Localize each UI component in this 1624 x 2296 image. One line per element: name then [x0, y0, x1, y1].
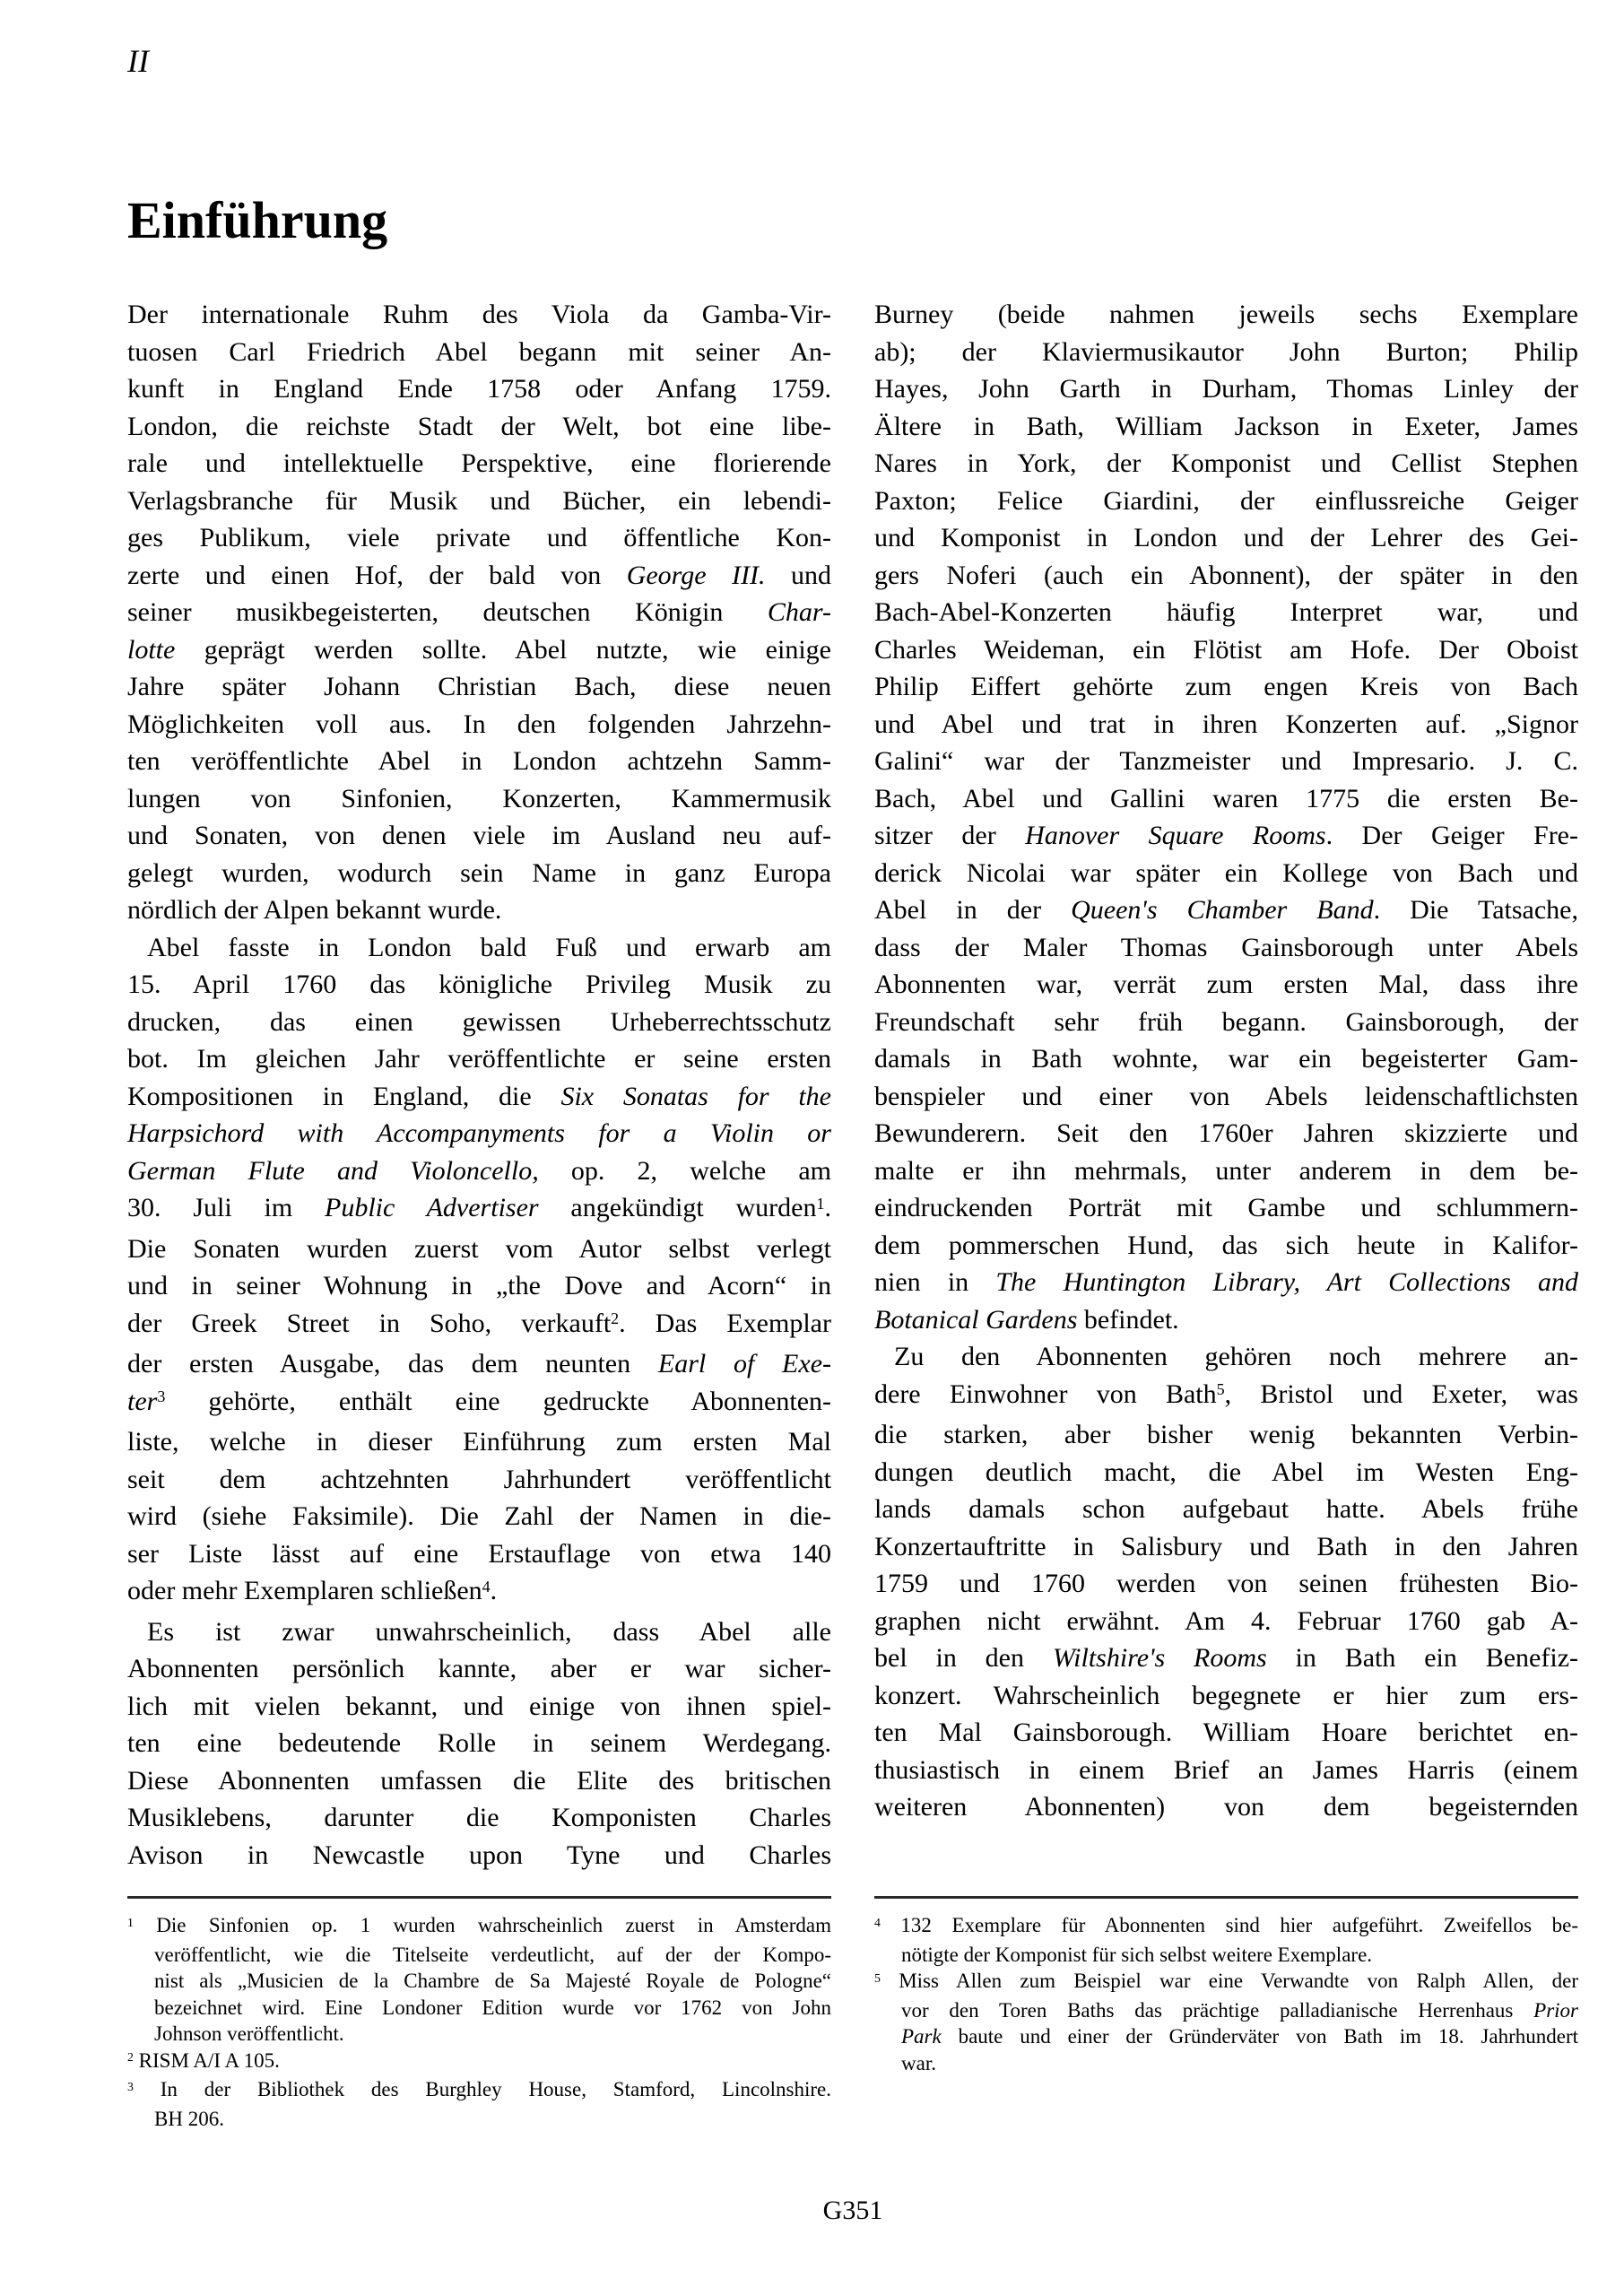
footnote-line — [874, 1942, 1578, 1969]
text-segment: malte er ihn mehrmals, unter anderem in dem be- — [874, 1155, 1578, 1186]
text-segment: eindruckenden Porträt mit Gambe und schlummern- — [874, 1193, 1578, 1222]
text-line — [127, 445, 831, 483]
text-line — [874, 1603, 1578, 1640]
text-line — [127, 743, 831, 780]
text-segment: gelegt wurden, wodurch sein Name in ganz Europa — [127, 857, 831, 888]
text-line — [874, 1004, 1578, 1041]
text-segment: Abonnenten war, verrät zum ersten Mal, dass ihre — [874, 970, 1578, 999]
text-line — [874, 1788, 1578, 1826]
text-segment: dungen deutlich macht, die Abel im Westen Eng- — [874, 1457, 1578, 1487]
text-line — [874, 891, 1578, 929]
text-line — [874, 1189, 1578, 1227]
footnote-line — [127, 1912, 831, 1942]
text-segment: Verlagsbranche für Musik und Bücher, ein lebendi- — [127, 485, 831, 516]
paragraph — [874, 1338, 1578, 1826]
text-segment: ten veröffentlichte Abel in London achtzehn Samm- — [127, 746, 831, 776]
text-segment: . Der Geiger Fre- — [1325, 821, 1578, 850]
text-segment: dem pommerschen Hund, das sich heute in Kalifor- — [874, 1230, 1578, 1260]
text-segment: benspieler und einer von Abels leidenschaftlichsten — [874, 1081, 1578, 1111]
text-segment: oder mehr Exemplaren schließen — [127, 1576, 482, 1605]
text-line — [127, 966, 831, 1004]
text-line — [127, 1837, 831, 1874]
text-line — [127, 668, 831, 706]
text-segment: angekündigt wurden — [538, 1193, 817, 1222]
text-segment: Es ist zwar unwahrscheinlich, dass Abel alle — [147, 1616, 831, 1647]
text-segment: Wiltshire's Rooms — [1052, 1643, 1267, 1673]
text-line — [127, 1572, 831, 1613]
text-segment: kunft in England Ende 1758 oder Anfang 1759. — [127, 374, 831, 404]
text-line — [127, 780, 831, 818]
text-segment: weiteren Abonnenten) von dem begeisternden — [874, 1792, 1578, 1822]
text-segment: . Die Tatsache, — [1373, 895, 1578, 925]
footnote-line — [127, 1968, 831, 1995]
footnote-line — [874, 1912, 1578, 1942]
text-segment: Jahre später Johann Christian Bach, diese neuen — [127, 672, 831, 701]
two-column-text — [127, 296, 1578, 2154]
text-segment: Burney (beide nahmen jeweils sechs Exemplare — [874, 300, 1578, 329]
text-line — [874, 1338, 1578, 1376]
text-segment: Möglichkeiten voll aus. In den folgenden Jahrzehn- — [127, 709, 831, 739]
text-line — [127, 1762, 831, 1800]
text-segment: ges Publikum, viele private und öffentliche Kon- — [127, 523, 831, 552]
text-segment: Diese Abonnenten umfassen die Elite des britischen — [127, 1765, 831, 1796]
text-segment: baute und einer der Gründerväter von Bath im 18. Jahrhundert — [941, 2025, 1578, 2048]
paragraph — [874, 296, 1578, 1338]
text-segment: geprägt werden sollte. Abel nutzte, wie einige — [175, 634, 831, 665]
text-line — [874, 855, 1578, 892]
footnote-reference: 2 — [127, 2050, 134, 2065]
text-segment: veröffentlicht, wie die Titelseite verdeutlicht, auf der der Kompo- — [154, 1943, 831, 1966]
text-segment: und Abel und trat in ihren Konzerten auf. „Signor — [874, 709, 1578, 739]
text-line — [127, 1423, 831, 1461]
footnote — [127, 1912, 831, 2048]
text-line — [874, 445, 1578, 483]
text-line — [874, 483, 1578, 520]
text-line — [874, 594, 1578, 631]
text-segment: Bach-Abel-Konzerten häufig Interpret war, und — [874, 597, 1578, 627]
text-segment: . — [490, 1576, 498, 1605]
text-line — [874, 1416, 1578, 1454]
footnote-line — [874, 1997, 1578, 2024]
footnote-line — [874, 1968, 1578, 1997]
text-line — [127, 1004, 831, 1041]
text-segment: Freundschaft sehr früh begann. Gainsborough, der — [874, 1006, 1578, 1037]
text-segment: damals in Bath wohnte, war ein begeisterter Gam- — [874, 1044, 1578, 1074]
text-segment: Miss Allen zum Beispiel war eine Verwandte von Ralph Allen, der — [880, 1970, 1578, 1992]
footnote-line — [127, 2021, 831, 2048]
footnote-line — [874, 2023, 1578, 2050]
text-segment: The Huntington Library, Art Collections and — [995, 1267, 1578, 1297]
text-segment: Musiklebens, darunter die Komponisten Charles — [127, 1803, 831, 1832]
text-line — [127, 557, 831, 595]
text-segment: Public Advertiser — [325, 1193, 539, 1222]
text-segment: der ersten Ausgabe, das dem neunten — [127, 1349, 658, 1378]
text-line — [127, 1461, 831, 1499]
text-line — [874, 334, 1578, 371]
text-line — [127, 1650, 831, 1688]
text-segment: und Sonaten, von denen viele im Ausland neu auf- — [127, 821, 831, 850]
text-segment: dass der Maler Thomas Gainsborough unter Abels — [874, 932, 1578, 962]
text-segment: bezeichnet wird. Eine Londoner Edition wurde vor 1762 von John — [154, 1996, 831, 2019]
text-line — [874, 1227, 1578, 1265]
text-segment: sitzer der — [874, 821, 1026, 850]
text-line — [127, 1231, 831, 1268]
footnote-reference: 1 — [816, 1194, 825, 1213]
text-line — [127, 519, 831, 557]
text-line — [874, 817, 1578, 855]
text-line — [874, 1491, 1578, 1528]
text-line — [127, 706, 831, 744]
text-segment: ten eine bedeutende Rolle in seinem Werdegang. — [127, 1728, 831, 1758]
text-segment: 132 Exemplare für Abonnenten sind hier aufgeführt. Zweifellos be- — [880, 1914, 1578, 1936]
text-segment: RISM A/I A 105. — [133, 2048, 280, 2072]
right-column-body — [874, 296, 1578, 1826]
text-segment: Hayes, John Garth in Durham, Thomas Linley der — [874, 374, 1578, 404]
text-segment: London, die reichste Stadt der Welt, bot eine libe- — [127, 411, 831, 441]
text-line — [127, 1115, 831, 1152]
text-line — [874, 1152, 1578, 1190]
text-segment: lands damals schon aufgebaut hatte. Abels frühe — [874, 1494, 1578, 1524]
text-segment: German Flute and Violoncello, — [127, 1155, 539, 1186]
text-line — [874, 706, 1578, 744]
text-segment: lotte — [127, 634, 176, 665]
text-line — [874, 631, 1578, 669]
paragraph — [127, 1613, 831, 1874]
text-segment: rale und intellektuelle Perspektive, eine florierende — [127, 448, 831, 478]
text-line — [127, 483, 831, 520]
text-line — [127, 408, 831, 446]
page-number-top: II — [127, 43, 149, 79]
text-segment: Char- — [767, 597, 831, 627]
text-line — [874, 1714, 1578, 1752]
text-segment: Abonnenten persönlich kannte, aber er war sicher- — [127, 1654, 831, 1683]
text-segment: gers Noferi (auch ein Abonnent), der später in den — [874, 560, 1578, 590]
footnote — [127, 2048, 831, 2077]
footnote-line — [127, 2106, 831, 2133]
text-line — [874, 743, 1578, 780]
text-line — [127, 855, 831, 892]
text-segment: op. 2, welche am — [538, 1155, 831, 1186]
text-line — [874, 1115, 1578, 1152]
text-segment: Paxton; Felice Giardini, der einflussreiche Geiger — [874, 485, 1578, 516]
text-line — [127, 1725, 831, 1762]
footnote-reference: 5 — [874, 1970, 881, 1985]
text-segment: lich mit vielen bekannt, und einige von ihnen spiel- — [127, 1691, 831, 1721]
text-segment: Six Sonatas for the — [560, 1081, 831, 1111]
text-segment: nist als „Musicien de la Chambre de Sa Majesté Royale de Pologne“ — [154, 1970, 831, 1992]
text-segment: In der Bibliothek des Burghley House, Stamford, Lincolnshire. — [133, 2078, 831, 2100]
text-segment: 30. Juli im — [127, 1193, 325, 1222]
text-segment: Galini“ war der Tanzmeister und Impresario. J. C. — [874, 746, 1578, 776]
text-segment: vor den Toren Baths das prächtige palladianische Herrenhaus — [901, 1998, 1534, 2022]
footnote — [874, 1968, 1578, 2076]
text-line — [874, 668, 1578, 706]
text-segment: Die Sinfonien op. 1 wurden wahrscheinlich zuerst in Amsterdam — [133, 1914, 831, 1936]
text-line — [874, 1078, 1578, 1116]
text-segment: Park — [901, 2025, 942, 2048]
page-title: Einführung — [127, 191, 388, 249]
text-line — [874, 1454, 1578, 1492]
footnote-line — [874, 2050, 1578, 2077]
text-line — [874, 519, 1578, 557]
text-segment: 15. April 1760 das königliche Privileg Musik zu — [127, 970, 831, 999]
text-segment: bot. Im gleichen Jahr veröffentlichte er seine ersten — [127, 1044, 831, 1074]
text-segment: nien in — [874, 1267, 996, 1297]
text-segment: Die Sonaten wurden zuerst vom Autor selbst verlegt — [127, 1233, 831, 1264]
text-segment: nördlich der Alpen bekannt wurde. — [127, 895, 502, 925]
text-line — [874, 1565, 1578, 1603]
text-segment: Konzertauftritte in Salisbury und Bath in den Jahren — [874, 1531, 1578, 1561]
text-segment: dere Einwohner von Bath — [874, 1378, 1217, 1409]
text-line — [874, 780, 1578, 818]
text-line — [127, 1535, 831, 1573]
text-line — [874, 1752, 1578, 1789]
footnote-line — [127, 1995, 831, 2022]
text-line — [127, 1383, 831, 1424]
footnote-reference: 4 — [874, 1915, 881, 1929]
text-segment: konzert. Wahrscheinlich begegnete er hier zum ers- — [874, 1680, 1578, 1710]
footnote — [127, 2076, 831, 2132]
text-segment: und — [765, 560, 831, 590]
text-line — [127, 631, 831, 669]
text-line — [127, 1078, 831, 1116]
footnote-reference: 5 — [1216, 1380, 1225, 1399]
text-line — [127, 594, 831, 631]
text-line — [874, 1301, 1578, 1339]
text-segment: Kompositionen in England, die — [127, 1081, 561, 1111]
text-line — [127, 1267, 831, 1305]
text-segment: Hanover Square Rooms — [1025, 821, 1326, 850]
text-segment: graphen nicht erwähnt. Am 4. Februar 1760 gab A- — [874, 1605, 1578, 1636]
text-segment: 1759 und 1760 werden von seinen frühesten Bio- — [874, 1569, 1578, 1598]
text-line — [127, 1613, 831, 1651]
text-line — [874, 1639, 1578, 1677]
text-line — [874, 370, 1578, 408]
right-column-footnotes — [874, 1896, 1578, 2076]
text-line — [874, 408, 1578, 446]
text-segment: . — [824, 1193, 831, 1222]
text-line — [874, 1376, 1578, 1417]
text-line — [127, 1688, 831, 1726]
text-segment: Bach, Abel und Gallini waren 1775 die ersten Be- — [874, 783, 1578, 813]
text-segment: lungen von Sinfonien, Konzerten, Kammermusik — [127, 783, 831, 813]
page-number-bottom: G351 — [822, 2196, 883, 2225]
text-segment: bel in den — [874, 1643, 1053, 1673]
text-segment: Queen's Chamber Band — [1071, 895, 1374, 925]
left-column-body — [127, 296, 831, 1874]
footnote-reference: 4 — [482, 1577, 491, 1596]
text-segment: . Das Exemplar — [619, 1308, 831, 1338]
footnote-reference: 3 — [127, 2079, 134, 2093]
text-segment: ab); der Klaviermusikautor John Burton; Philip — [874, 336, 1578, 367]
text-line — [874, 966, 1578, 1004]
footnote-reference: 1 — [127, 1915, 134, 1929]
text-line — [127, 1152, 831, 1190]
footnote-line — [127, 2048, 831, 2077]
text-line — [127, 1305, 831, 1346]
text-segment: der Greek Street in Soho, verkauft — [127, 1308, 612, 1338]
text-line — [127, 817, 831, 855]
text-segment: George III. — [626, 560, 766, 590]
text-segment: Harpsichord with Accompanyments for a Violin or — [127, 1118, 831, 1148]
text-line — [874, 1677, 1578, 1715]
paragraph — [127, 296, 831, 929]
text-segment: seit dem achtzehnten Jahrhundert veröffentlicht — [127, 1464, 831, 1494]
text-segment: , Bristol und Exeter, was — [1224, 1378, 1578, 1409]
text-segment: seiner musikbegeisterten, deutschen Königin — [127, 597, 768, 627]
text-segment: Botanical Gardens — [874, 1304, 1078, 1335]
text-line — [127, 1345, 831, 1383]
text-segment: die starken, aber bisher wenig bekannten Verbin- — [874, 1420, 1578, 1449]
text-segment: Prior — [1533, 1998, 1578, 2022]
text-line — [127, 334, 831, 371]
text-segment: tuosen Carl Friedrich Abel begann mit seiner An- — [127, 336, 831, 367]
left-column-footnotes — [127, 1896, 831, 2132]
text-line — [874, 1528, 1578, 1566]
footnote-reference: 2 — [611, 1309, 620, 1328]
paragraph — [127, 929, 831, 1613]
footnote-line — [127, 2076, 831, 2106]
text-line — [127, 929, 831, 967]
text-segment: Ältere in Bath, William Jackson in Exeter, James — [874, 411, 1578, 441]
footnote-line — [127, 1942, 831, 1969]
text-segment: Abel fasste in London bald Fuß und erwarb am — [147, 932, 831, 962]
text-line — [127, 891, 831, 929]
text-segment: in Bath ein Benefiz- — [1266, 1643, 1578, 1673]
text-segment: Johnson veröffentlicht. — [154, 2022, 344, 2045]
text-segment: thusiastisch in einem Brief an James Harris (einem — [874, 1754, 1578, 1785]
text-segment: gehörte, enthält eine gedruckte Abonnenten- — [165, 1386, 831, 1416]
text-segment: wird (siehe Faksimile). Die Zahl der Namen in die- — [127, 1501, 831, 1531]
text-segment: und Komponist in London und der Lehrer des Gei- — [874, 523, 1578, 552]
text-line — [874, 1040, 1578, 1078]
text-line — [874, 296, 1578, 334]
text-segment: und in seiner Wohnung in „the Dove and Acorn“ in — [127, 1271, 831, 1300]
text-segment: war. — [901, 2051, 936, 2074]
text-line — [127, 1040, 831, 1078]
text-segment: Earl of Exe- — [657, 1349, 831, 1378]
text-line — [874, 557, 1578, 595]
text-segment: Avison in Newcastle upon Tyne und Charles — [127, 1839, 831, 1870]
text-line — [874, 929, 1578, 967]
text-line — [127, 1189, 831, 1231]
text-segment: Bewunderern. Seit den 1760er Jahren skizzierte und — [874, 1118, 1578, 1148]
text-segment: drucken, das einen gewissen Urheberrechtsschutz — [127, 1006, 831, 1037]
text-line — [127, 1799, 831, 1837]
text-segment: Charles Weideman, ein Flötist am Hofe. Der Oboist — [874, 634, 1578, 665]
text-segment: ser Liste lässt auf eine Erstauflage von etwa 140 — [127, 1538, 831, 1569]
footnote-reference: 3 — [157, 1387, 166, 1406]
text-segment: liste, welche in dieser Einführung zum ersten Mal — [127, 1427, 831, 1457]
text-segment: befindet. — [1077, 1304, 1179, 1335]
text-segment: zerte und einen Hof, der bald von — [127, 560, 627, 590]
text-segment: ten Mal Gainsborough. William Hoare berichtet en- — [874, 1718, 1578, 1747]
text-line — [127, 296, 831, 334]
footnote — [874, 1912, 1578, 1968]
text-segment: derick Nicolai war später ein Kollege von Bach und — [874, 857, 1578, 888]
text-line — [127, 370, 831, 408]
text-segment: Zu den Abonnenten gehören noch mehrere an- — [894, 1342, 1578, 1371]
text-segment: nötigte der Komponist für sich selbst weitere Exemplare. — [901, 1943, 1373, 1966]
text-line — [127, 1498, 831, 1535]
text-segment: Abel in der — [874, 895, 1072, 925]
text-segment: Der internationale Ruhm des Viola da Gamba-Vir- — [127, 300, 831, 329]
text-segment: ter — [127, 1386, 158, 1416]
text-segment: Philip Eiffert gehörte zum engen Kreis von Bach — [874, 672, 1578, 701]
text-segment: Nares in York, der Komponist und Cellist Stephen — [874, 448, 1578, 478]
text-segment: BH 206. — [154, 2107, 224, 2130]
text-line — [874, 1264, 1578, 1301]
